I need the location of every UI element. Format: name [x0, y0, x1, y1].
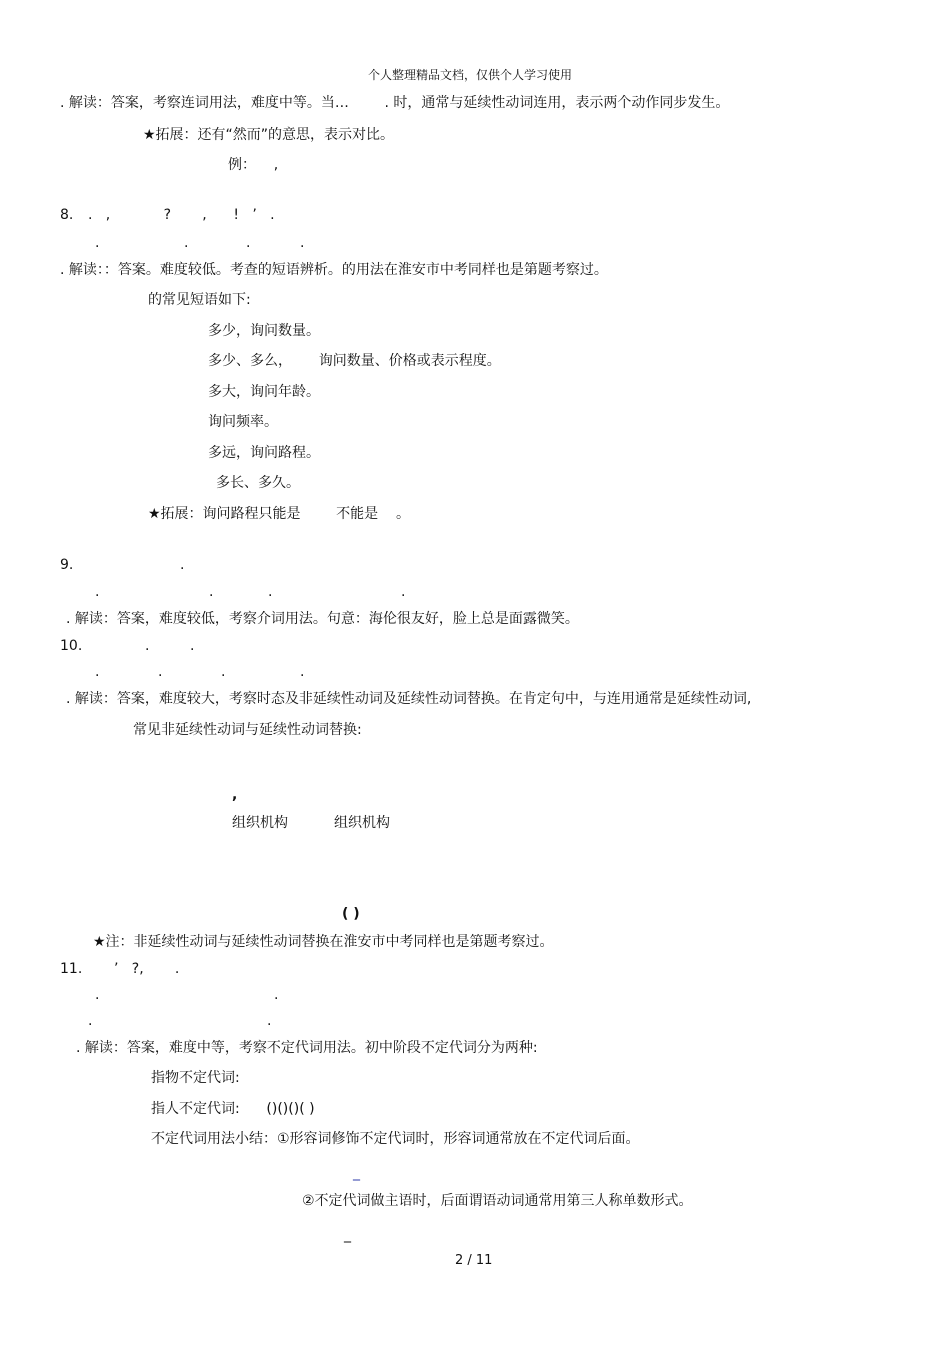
q7-example: 例： ,	[228, 157, 279, 173]
q10-note: ★注：非延续性动词与延续性动词替换在淮安市中考同样也是第题考察过。	[93, 934, 554, 950]
page-number: 2 / 11	[455, 1253, 493, 1268]
q10-pair-a: 组织机构	[232, 815, 288, 831]
q9-analysis: . 解读：答案，难度较低，考察介词用法。句意：海伦很友好，脸上总是面露微笑。	[66, 611, 579, 627]
q10-option-c: .	[221, 664, 226, 680]
q7-analysis: . 解读：答案，考察连词用法，难度中等。当… . 时，通常与延续性动词连用，表示两个动作同步发生。	[60, 95, 730, 111]
q8-stem: . , ? , ! ’ .	[88, 207, 275, 223]
q11-analysis: . 解读：答案，难度中等，考察不定代词用法。初中阶段不定代词分为两种:	[76, 1040, 538, 1056]
q10-stem-dot-1: .	[145, 638, 150, 654]
q8-analysis: . 解读：：答案。难度较低。考查的短语辨析。的用法在淮安市中考同样也是第题考察过。	[60, 262, 608, 278]
q7-expand: ★拓展：还有“然而”的意思，表示对比。	[143, 127, 395, 143]
q11-option-c: .	[88, 1013, 93, 1029]
q10-stem-dot-2: .	[190, 638, 195, 654]
q9-option-b: .	[209, 584, 214, 600]
q9-option-d: .	[401, 584, 406, 600]
q10-pair-b: 组织机构	[334, 815, 390, 831]
q10-analysis: . 解读：答案，难度较大，考察时态及非延续性动词及延续性动词替换。在肯定句中，与连用通常是延续性动词,	[66, 691, 752, 707]
q9-option-c: .	[268, 584, 273, 600]
q10-comma: ,	[232, 787, 238, 803]
q10-option-a: .	[95, 664, 100, 680]
q11-dash-1: _	[353, 1165, 360, 1181]
q11-stem: ’ ?, .	[114, 961, 180, 977]
q8-phrase-6: 多长、多久。	[216, 475, 300, 491]
q8-option-b: .	[184, 235, 189, 251]
q8-number: 8.	[60, 207, 74, 223]
q8-phrase-2: 多少、多么， 询问数量、价格或表示程度。	[208, 353, 501, 369]
q8-expand: ★拓展：询问路程只能是 不能是 。	[148, 506, 410, 522]
q11-summary-2: ②不定代词做主语时，后面谓语动词通常用第三人称单数形式。	[302, 1193, 693, 1209]
q8-phrase-5: 多远，询问路程。	[208, 445, 320, 461]
q8-option-d: .	[300, 235, 305, 251]
q11-number: 11.	[60, 961, 83, 977]
q11-option-d: .	[267, 1013, 272, 1029]
q10-option-b: .	[158, 664, 163, 680]
q8-option-c: .	[246, 235, 251, 251]
q8-phrase-3: 多大，询问年龄。	[208, 384, 320, 400]
q8-intro: 的常见短语如下:	[148, 292, 251, 308]
q11-things: 指物不定代词:	[151, 1070, 240, 1086]
q11-option-a: .	[95, 987, 100, 1003]
page-header: 个人整理精品文档，仅供个人学习使用	[368, 68, 573, 82]
q8-option-a: .	[95, 235, 100, 251]
q11-dash-2: _	[344, 1227, 351, 1243]
q10-option-d: .	[300, 664, 305, 680]
q11-option-b: .	[274, 987, 279, 1003]
q10-paren: ( )	[342, 906, 360, 922]
q8-phrase-1: 多少，询问数量。	[208, 323, 320, 339]
q11-persons: 指人不定代词: ()()()( )	[151, 1101, 315, 1117]
q11-summary-1: 不定代词用法小结：①形容词修饰不定代词时，形容词通常放在不定代词后面。	[151, 1131, 640, 1147]
q10-number: 10.	[60, 638, 83, 654]
q9-option-a: .	[95, 584, 100, 600]
q8-phrase-4: 询问频率。	[208, 414, 278, 430]
q10-intro: 常见非延续性动词与延续性动词替换:	[133, 722, 362, 738]
q9-stem-dot: .	[180, 557, 185, 573]
q9-number: 9.	[60, 557, 74, 573]
